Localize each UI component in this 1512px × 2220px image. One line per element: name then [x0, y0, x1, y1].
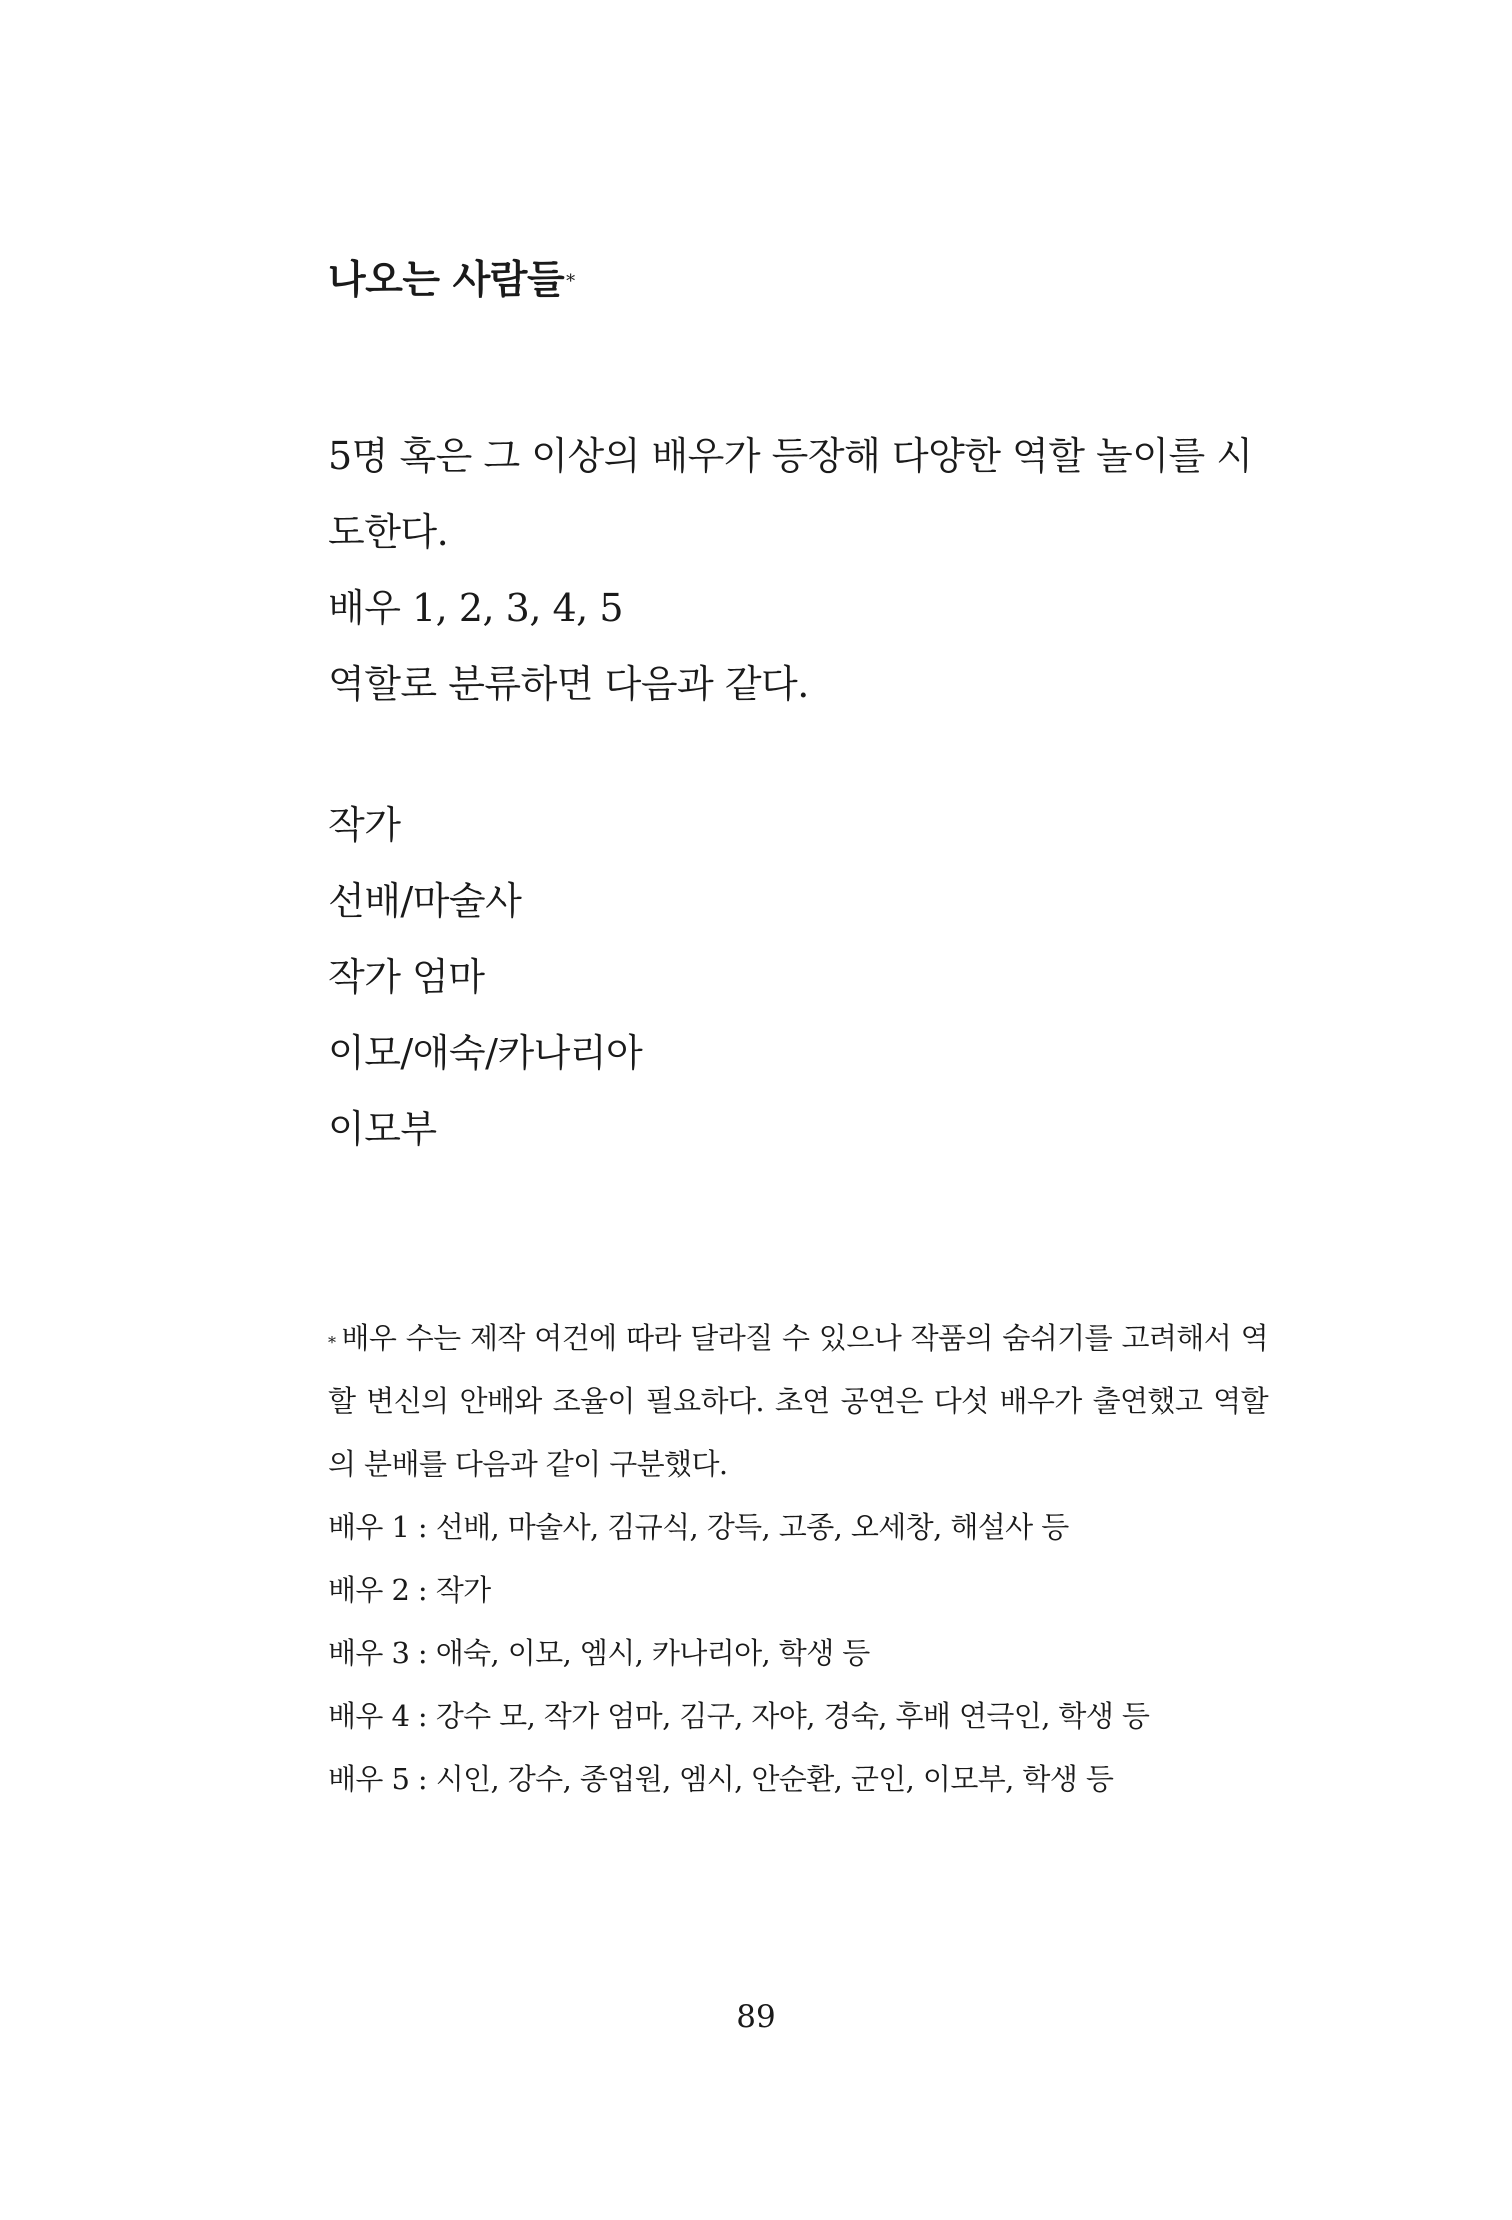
section-heading [328, 252, 575, 308]
role-item: 이모/애숙/카나리아 [328, 1031, 643, 1075]
intro-paragraph [328, 418, 1268, 722]
actor-assignment: 배우 3 : 애숙, 이모, 엠시, 카나리아, 학생 등 [328, 1636, 870, 1670]
intro-line: 배우 1, 2, 3, 4, 5 [328, 586, 624, 630]
page-number: 89 [736, 1999, 776, 2035]
actor-assignment: 배우 5 : 시인, 강수, 종업원, 엠시, 안순환, 군인, 이모부, 학생 등 [328, 1762, 1114, 1796]
footnote-text: 배우 수는 제작 여건에 따라 달라질 수 있으나 작품의 숨쉬기를 고려해서 역할 변신의 안배와 조율이 필요하다. 초연 공연은 다섯 배우가 출연했고 역할의 분배를 다음과 같이 구분했다. [328, 1321, 1268, 1481]
role-list [328, 787, 642, 1167]
footnote-text-block [328, 1307, 1268, 1496]
actor-assignment: 배우 1 : 선배, 마술사, 김규식, 강득, 고종, 오세창, 해설사 등 [328, 1510, 1069, 1544]
intro-line: 역할로 분류하면 다음과 같다. [328, 662, 809, 706]
actor-assignment: 배우 4 : 강수 모, 작가 엄마, 김구, 자야, 경숙, 후배 연극인, 학생 등 [328, 1699, 1150, 1733]
intro-line: 5명 혹은 그 이상의 배우가 등장해 다양한 역할 놀이를 시도한다. [328, 434, 1253, 554]
role-item: 작가 [328, 803, 401, 847]
role-item: 선배/마술사 [328, 879, 522, 923]
heading-title: 나오는 사람들 [328, 257, 565, 303]
role-item: 이모부 [328, 1107, 437, 1151]
footnote [328, 1307, 1268, 1811]
footnote-marker: * [328, 1333, 336, 1352]
role-item: 작가 엄마 [328, 955, 485, 999]
heading-footnote-marker: * [566, 271, 575, 292]
actor-assignment: 배우 2 : 작가 [328, 1573, 491, 1607]
